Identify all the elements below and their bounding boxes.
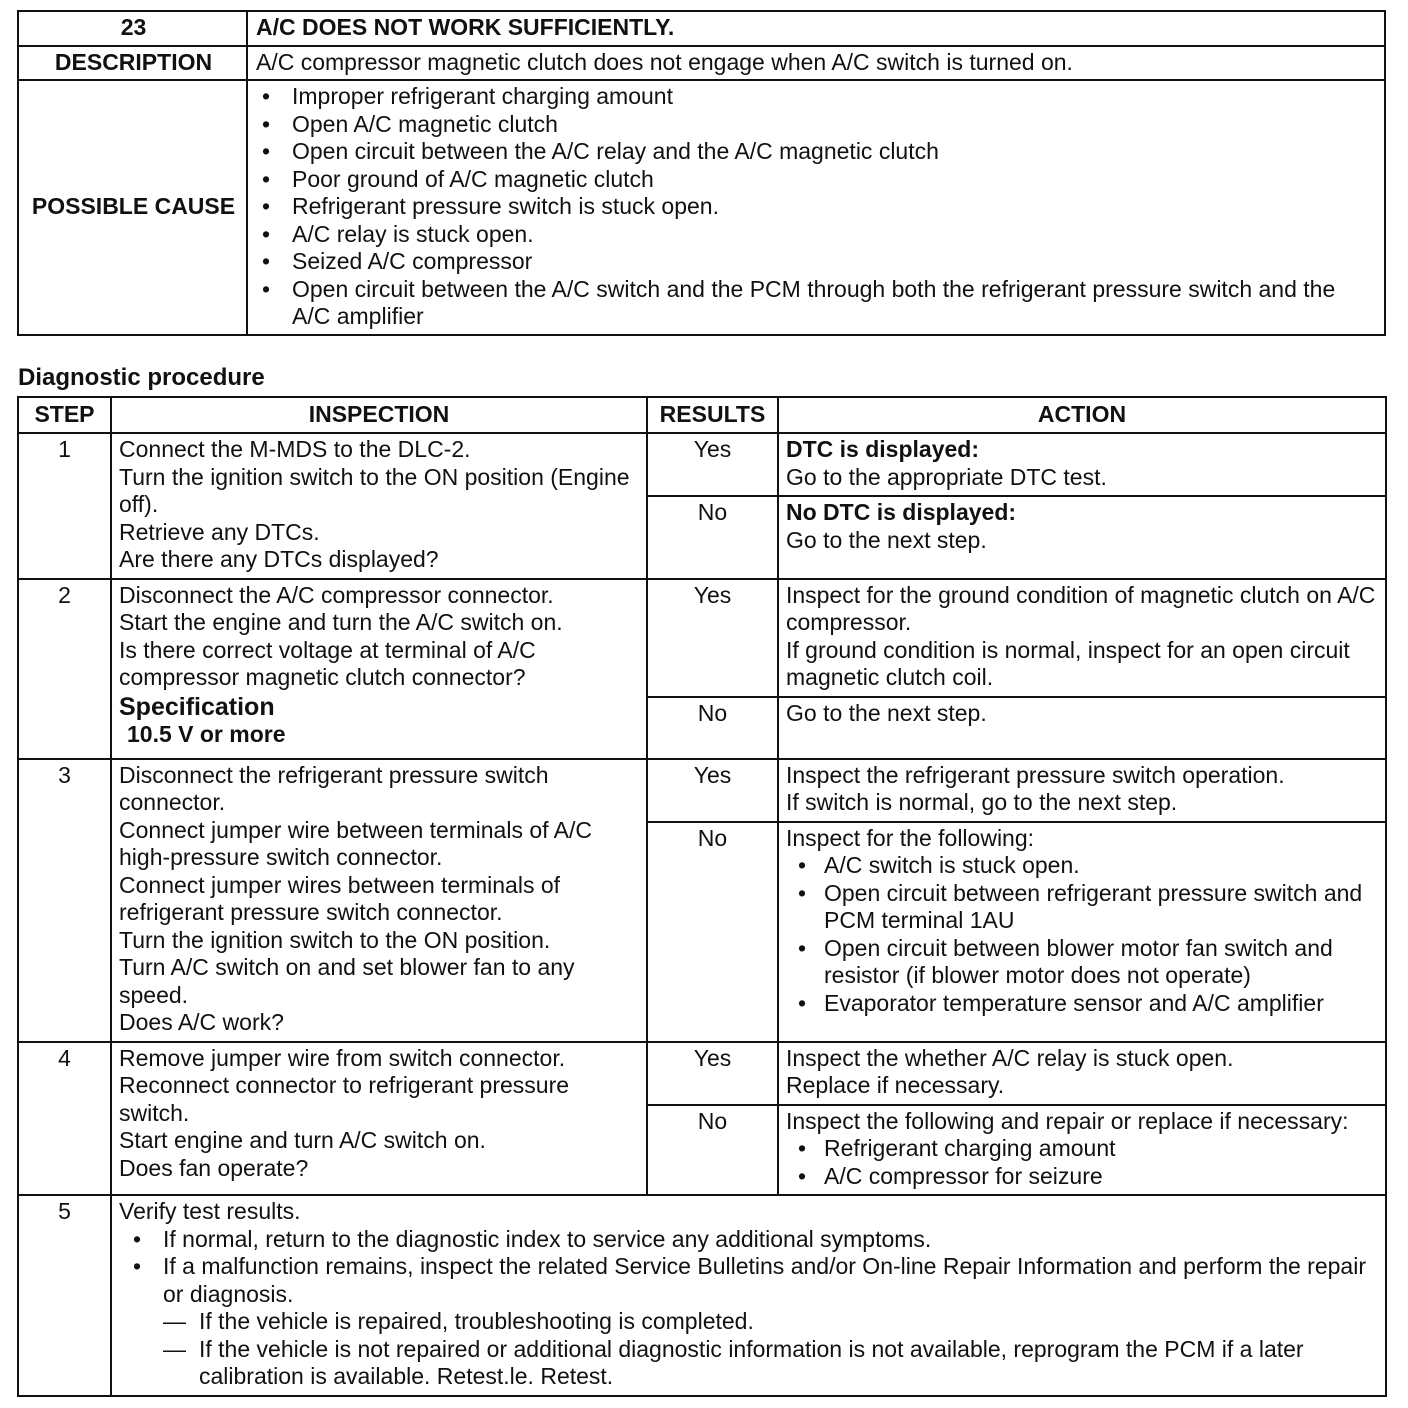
inspection-line: Turn A/C switch on and set blower fan to any speed. [119,954,575,1008]
inspection-line: Remove jumper wire from switch connector. [119,1044,566,1071]
action-item: • Open circuit between refrigerant pressure switch and PCM terminal 1AU [786,880,1378,935]
step-5-list [119,1226,1378,1391]
action-yes [778,1042,1386,1105]
inspection-line: Turn the ignition switch to the ON position (Engine off). [119,463,630,517]
result-no: No [647,496,778,578]
cause-item: • Open circuit between the A/C switch and the PCM through both the refrigerant pressure switch and the A/C amplifier [256,276,1378,331]
inspection-line: Reconnect connector to refrigerant pressure switch. [119,1072,570,1126]
step-5-dash-list [163,1308,1378,1391]
step-5-bullet: • If normal, return to the diagnostic index to service any additional symptoms. [127,1226,1378,1254]
description-row [18,46,1385,81]
action-text: Inspect the refrigerant pressure switch operation. [786,761,1285,788]
action-yes [778,759,1386,822]
title-row [18,11,1385,46]
cause-item: • Open A/C magnetic clutch [256,111,1378,139]
inspection-line: Start engine and turn A/C switch on. [119,1127,486,1153]
step-4-yes-row [18,1042,1386,1105]
symptom-number: 23 [18,11,247,46]
action-no [778,496,1386,578]
step-number: 2 [18,579,111,759]
cause-item: • Improper refrigerant charging amount [256,83,1378,111]
possible-cause-list [256,83,1378,331]
result-yes: Yes [647,1042,778,1105]
possible-cause-label: POSSIBLE CAUSE [18,80,247,335]
step-5-bullet [127,1253,1378,1391]
description-text: A/C compressor magnetic clutch does not engage when A/C switch is turned on. [247,46,1385,81]
inspection-line: Connect the M-MDS to the DLC-2. [119,436,471,462]
step-number: 3 [18,759,111,1042]
col-action: ACTION [778,397,1386,433]
step-5-dash-item: — If the vehicle is not repaired or additional diagnostic information is not available, reprogram the PCM if a later calibration is available. Retest.le. Retest. [163,1336,1378,1391]
action-intro: Inspect the following and repair or replace if necessary: [786,1107,1349,1134]
step-number: 5 [18,1195,111,1396]
step-5-intro: Verify test results. [119,1198,301,1224]
action-text: Inspect the whether A/C relay is stuck open. [786,1044,1234,1071]
action-text: Inspect for the ground condition of magnetic clutch on A/C compressor. [786,581,1376,635]
action-no [778,822,1386,1042]
diagnostic-procedure-table [17,396,1387,1397]
step-3-yes-row [18,759,1386,822]
action-item: • Evaporator temperature sensor and A/C amplifier [786,990,1378,1018]
cause-item: • Open circuit between the A/C relay and the A/C magnetic clutch [256,138,1378,166]
action-item: • A/C compressor for seizure [786,1163,1378,1191]
action-text: Replace if necessary. [786,1072,1005,1098]
description-label: DESCRIPTION [18,46,247,81]
action-yes [778,579,1386,697]
action-no: Go to the next step. [778,697,1386,759]
possible-cause-row [18,80,1385,335]
action-item: • A/C switch is stuck open. [786,852,1378,880]
step-inspection [111,1042,647,1196]
inspection-line: Start the engine and turn the A/C switch on. [119,609,563,635]
result-yes: Yes [647,579,778,697]
inspection-line: Disconnect the A/C compressor connector. [119,581,554,608]
action-no [778,1105,1386,1196]
inspection-line: Are there any DTCs displayed? [119,546,439,572]
step-number: 4 [18,1042,111,1196]
action-list [786,852,1378,1017]
specification-label: Specification [119,692,275,721]
step-5-content [111,1195,1386,1396]
col-inspection: INSPECTION [111,397,647,433]
specification-value: 10.5 V or more [127,721,286,747]
inspection-line: Does fan operate? [119,1154,309,1181]
action-text: Go to the next step. [786,526,987,553]
symptom-title: A/C DOES NOT WORK SUFFICIENTLY. [247,11,1385,46]
step-5-dash-item: — If the vehicle is repaired, troubleshooting is completed. [163,1308,1378,1336]
result-no: No [647,1105,778,1196]
step-5-bullet-text: If a malfunction remains, inspect the related Service Bulletins and/or On-line Repair Information and perform the repair or diagnosis. [163,1253,1366,1307]
inspection-line: Is there correct voltage at terminal of A/C compressor magnetic clutch connector? [119,636,536,690]
inspection-line: Disconnect the refrigerant pressure switch connector. [119,761,549,815]
action-list [786,1135,1378,1190]
inspection-line: Connect jumper wires between terminals of refrigerant pressure switch connector. [119,871,561,925]
result-yes: Yes [647,433,778,496]
cause-item: • Poor ground of A/C magnetic clutch [256,166,1378,194]
action-text: Go to the appropriate DTC test. [786,463,1107,490]
cause-item: • Refrigerant pressure switch is stuck open. [256,193,1378,221]
header-row [18,397,1386,433]
col-step: STEP [18,397,111,433]
action-item: • Open circuit between blower motor fan switch and resistor (if blower motor does not operate) [786,935,1378,990]
action-title: DTC is displayed: [786,436,979,462]
result-no: No [647,697,778,759]
inspection-line: Does A/C work? [119,1009,284,1035]
step-inspection [111,579,647,759]
result-yes: Yes [647,759,778,822]
action-text: If ground condition is normal, inspect for an open circuit magnetic clutch coil. [786,636,1350,690]
result-no: No [647,822,778,1042]
action-item: • Refrigerant charging amount [786,1135,1378,1163]
col-results: RESULTS [647,397,778,433]
step-inspection [111,759,647,1042]
action-intro: Inspect for the following: [786,824,1035,851]
step-2-yes-row [18,579,1386,697]
cause-item: • A/C relay is stuck open. [256,221,1378,249]
action-title: No DTC is displayed: [786,499,1017,526]
cause-item: • Seized A/C compressor [256,248,1378,276]
step-number: 1 [18,433,111,579]
inspection-line: Turn the ignition switch to the ON position. [119,926,551,953]
step-inspection [111,433,647,579]
step-1-yes-row [18,433,1386,496]
inspection-line: Retrieve any DTCs. [119,518,320,545]
inspection-line: Connect jumper wire between terminals of A/C high-pressure switch connector. [119,816,592,870]
step-5-row [18,1195,1386,1396]
summary-table [17,10,1386,336]
action-text: If switch is normal, go to the next step. [786,789,1178,815]
action-yes [778,433,1386,496]
diagnostic-procedure-heading: Diagnostic procedure [18,364,265,391]
possible-cause-list-cell [247,80,1385,335]
